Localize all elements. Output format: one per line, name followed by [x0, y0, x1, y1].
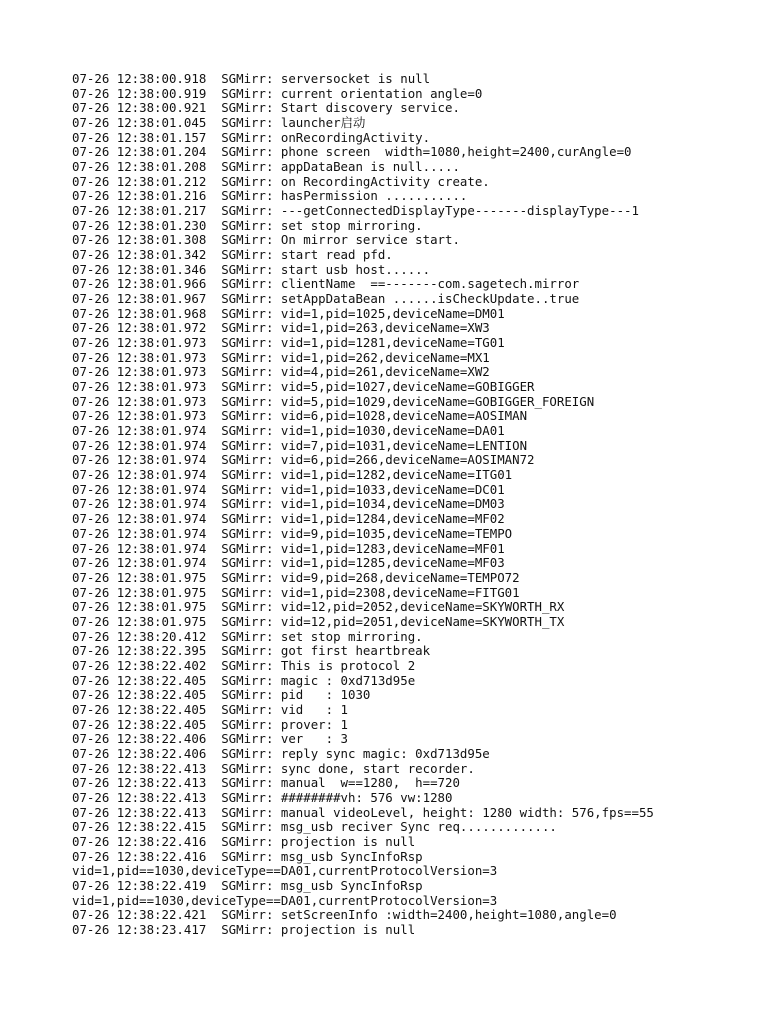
log-line: 07-26 12:38:01.973 SGMirr: vid=6,pid=1028,deviceName=AOSIMAN: [72, 408, 528, 424]
log-line: 07-26 12:38:23.417 SGMirr: projection is null: [72, 921, 416, 937]
log-line: 07-26 12:38:01.974 SGMirr: vid=1,pid=1282,deviceName=ITG01: [72, 467, 513, 483]
log-line: 07-26 12:38:01.968 SGMirr: vid=1,pid=1025,deviceName=DM01: [72, 305, 505, 321]
log-line: 07-26 12:38:01.308 SGMirr: On mirror service start.: [72, 232, 460, 248]
log-line: 07-26 12:38:01.975 SGMirr: vid=9,pid=268,deviceName=TEMPO72: [72, 569, 520, 585]
log-line: 07-26 12:38:22.405 SGMirr: prover: 1: [72, 716, 349, 732]
log-line: 07-26 12:38:01.966 SGMirr: clientName ==-------com.sagetech.mirror: [72, 276, 580, 292]
log-line: 07-26 12:38:01.208 SGMirr: appDataBean is null.....: [72, 159, 460, 175]
log-line: 07-26 12:38:22.416 SGMirr: projection is null: [72, 833, 416, 849]
log-line: 07-26 12:38:22.405 SGMirr: magic : 0xd713d95e: [72, 672, 416, 688]
log-line: 07-26 12:38:01.045 SGMirr: launcher启动: [72, 115, 366, 131]
log-line: 07-26 12:38:01.974 SGMirr: vid=6,pid=266,deviceName=AOSIMAN72: [72, 452, 535, 468]
log-line: 07-26 12:38:01.973 SGMirr: vid=5,pid=1029,deviceName=GOBIGGER_FOREIGN: [72, 393, 595, 409]
log-line: 07-26 12:38:22.415 SGMirr: msg_usb reciver Sync req.............: [72, 819, 557, 835]
log-line: 07-26 12:38:20.412 SGMirr: set stop mirroring.: [72, 628, 423, 644]
log-line: 07-26 12:38:22.419 SGMirr: msg_usb SyncInfoRsp: [72, 877, 423, 893]
log-line: 07-26 12:38:01.973 SGMirr: vid=5,pid=1027,deviceName=GOBIGGER: [72, 379, 535, 395]
log-line: 07-26 12:38:22.413 SGMirr: manual w==1280, h==720: [72, 775, 460, 791]
log-line: 07-26 12:38:01.975 SGMirr: vid=12,pid=2052,deviceName=SKYWORTH_RX: [72, 599, 565, 615]
log-line: 07-26 12:38:01.973 SGMirr: vid=4,pid=261,deviceName=XW2: [72, 364, 490, 380]
log-line: 07-26 12:38:01.230 SGMirr: set stop mirroring.: [72, 217, 423, 233]
log-line: 07-26 12:38:01.342 SGMirr: start read pfd.: [72, 247, 393, 263]
log-line: 07-26 12:38:22.406 SGMirr: reply sync magic: 0xd713d95e: [72, 745, 490, 761]
log-line: 07-26 12:38:01.974 SGMirr: vid=1,pid=1284,deviceName=MF02: [72, 511, 505, 527]
log-line: 07-26 12:38:01.974 SGMirr: vid=1,pid=1030,deviceName=DA01: [72, 423, 505, 439]
log-line: 07-26 12:38:01.157 SGMirr: onRecordingActivity.: [72, 129, 431, 145]
log-line: 07-26 12:38:22.406 SGMirr: ver : 3: [72, 731, 349, 747]
log-line: 07-26 12:38:01.974 SGMirr: vid=1,pid=1034,deviceName=DM03: [72, 496, 505, 512]
log-line: 07-26 12:38:22.413 SGMirr: ########vh: 576 vw:1280: [72, 789, 453, 805]
log-line: 07-26 12:38:22.413 SGMirr: manual videoLevel, height: 1280 width: 576,fps==55: [72, 804, 654, 820]
log-line: 07-26 12:38:22.395 SGMirr: got first heartbreak: [72, 643, 431, 659]
log-line: 07-26 12:38:01.975 SGMirr: vid=12,pid=2051,deviceName=SKYWORTH_TX: [72, 613, 565, 629]
log-line: 07-26 12:38:22.421 SGMirr: setScreenInfo :width=2400,height=1080,angle=0: [72, 907, 617, 923]
log-line: vid=1,pid==1030,deviceType==DA01,currentProtocolVersion=3: [72, 863, 498, 879]
log-line: 07-26 12:38:22.405 SGMirr: pid : 1030: [72, 687, 371, 703]
log-line: 07-26 12:38:00.918 SGMirr: serversocket is null: [72, 71, 431, 86]
log-text: [72, 72, 712, 938]
log-line: 07-26 12:38:01.974 SGMirr: vid=1,pid=1283,deviceName=MF01: [72, 540, 505, 556]
log-line: 07-26 12:38:01.974 SGMirr: vid=1,pid=1285,deviceName=MF03: [72, 555, 505, 571]
log-line: 07-26 12:38:01.974 SGMirr: vid=9,pid=1035,deviceName=TEMPO: [72, 525, 513, 541]
log-line: 07-26 12:38:22.416 SGMirr: msg_usb SyncInfoRsp: [72, 848, 423, 864]
log-line: 07-26 12:38:00.919 SGMirr: current orientation angle=0: [72, 85, 483, 101]
log-line: vid=1,pid==1030,deviceType==DA01,currentProtocolVersion=3: [72, 892, 498, 908]
log-line: 07-26 12:38:22.413 SGMirr: sync done, start recorder.: [72, 760, 475, 776]
log-line: 07-26 12:38:00.921 SGMirr: Start discovery service.: [72, 100, 460, 116]
log-line: 07-26 12:38:01.973 SGMirr: vid=1,pid=1281,deviceName=TG01: [72, 335, 505, 351]
log-line: 07-26 12:38:01.967 SGMirr: setAppDataBean ......isCheckUpdate..true: [72, 291, 580, 307]
log-line: 07-26 12:38:01.973 SGMirr: vid=1,pid=262,deviceName=MX1: [72, 349, 490, 365]
log-line: 07-26 12:38:01.346 SGMirr: start usb host......: [72, 261, 431, 277]
log-line: 07-26 12:38:01.972 SGMirr: vid=1,pid=263,deviceName=XW3: [72, 320, 490, 336]
log-line: 07-26 12:38:01.204 SGMirr: phone screen width=1080,height=2400,curAngle=0: [72, 144, 632, 160]
log-line: 07-26 12:38:01.212 SGMirr: on RecordingActivity create.: [72, 173, 490, 189]
log-line: 07-26 12:38:22.405 SGMirr: vid : 1: [72, 701, 349, 717]
log-line: 07-26 12:38:01.974 SGMirr: vid=1,pid=1033,deviceName=DC01: [72, 481, 505, 497]
log-line: 07-26 12:38:22.402 SGMirr: This is protocol 2: [72, 657, 416, 673]
log-line: 07-26 12:38:01.216 SGMirr: hasPermission ...........: [72, 188, 468, 204]
log-line: 07-26 12:38:01.975 SGMirr: vid=1,pid=2308,deviceName=FITG01: [72, 584, 520, 600]
log-line: 07-26 12:38:01.974 SGMirr: vid=7,pid=1031,deviceName=LENTION: [72, 437, 528, 453]
log-line: 07-26 12:38:01.217 SGMirr: ---getConnectedDisplayType-------displayType---1: [72, 203, 639, 219]
